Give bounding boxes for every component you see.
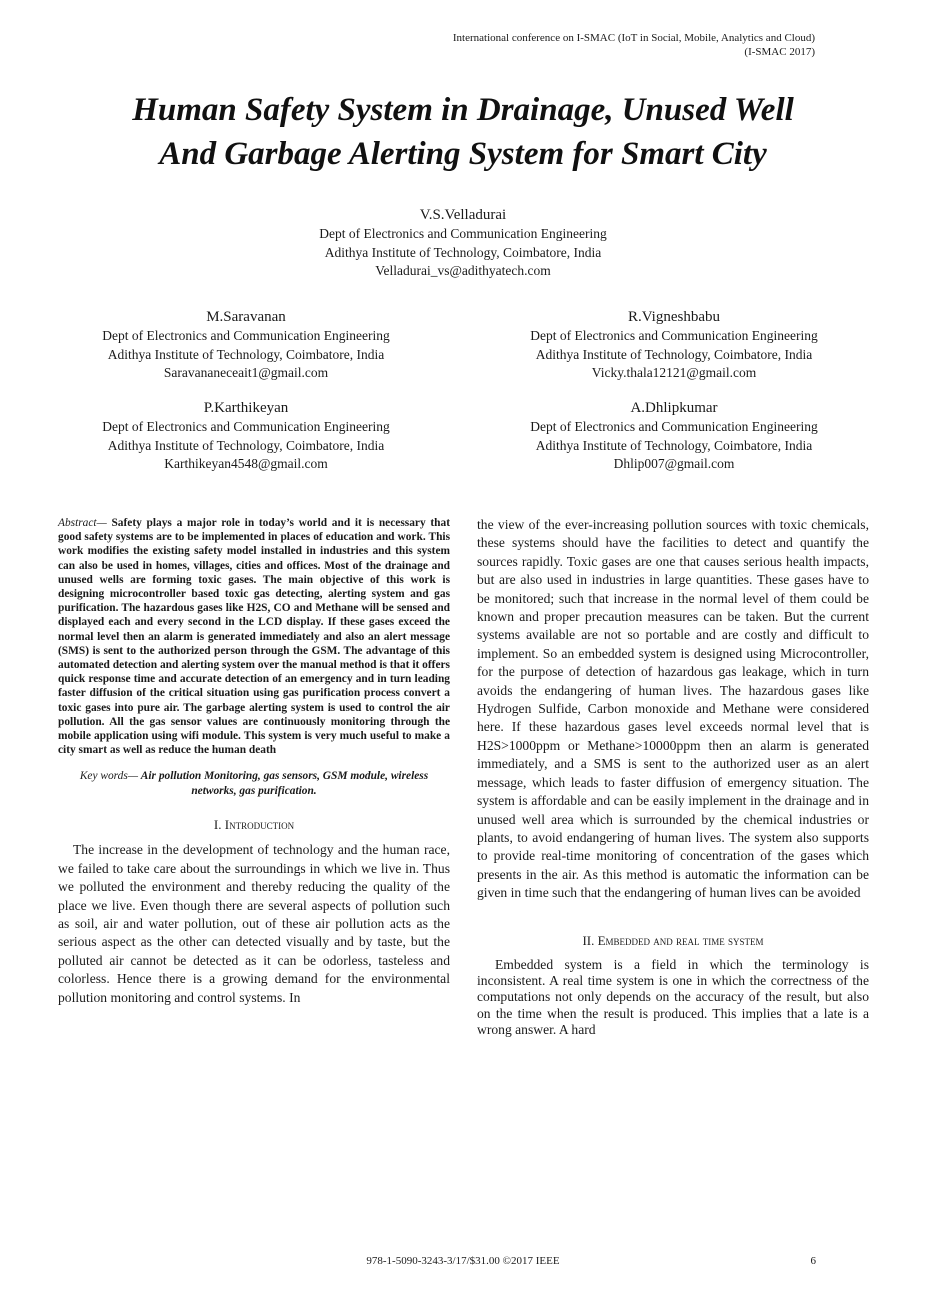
author-institution: Adithya Institute of Technology, Coimbatore, India bbox=[107, 346, 385, 362]
title-line-1: Human Safety System in Drainage, Unused Well bbox=[132, 92, 794, 128]
author-name: A.Dhlipkumar bbox=[630, 400, 718, 416]
author-email: Velladurai_vs@adithyatech.com bbox=[375, 263, 551, 278]
section-heading-embedded: II. Embedded and real time system bbox=[582, 932, 764, 948]
author-institution: Adithya Institute of Technology, Coimbatore, India bbox=[535, 437, 813, 453]
author-name: P.Karthikeyan bbox=[203, 400, 289, 416]
abstract-text: Safety plays a major role in today’s world and it is necessary that good safety systems are to be implemented in places of education and work. This work modifies the existing safety model installed in industries and this system can also be used in homes, villages, cities and offices. Most of the drainage and unused wells are forming toxic gases. The main objective of this work is designing microcontroller based toxic gas detecting, alerting system and gas purification. The hazardous gases like H2S, CO and Methane will be sensed and displayed each and every second in the LCD display. If these gases exceed the normal level then an alarm is generated immediately and also an alert message (SMS) is sent to the authorized person through the GSM. The advantage of this automated detection and alerting system over the manual method is that it offers quick response time and accurate detection of an emergency and in turn leading faster diffusion of the critical situation using gas purification process convert a toxic gases into pure air. The garbage alerting system is used to control the air pollution. All the gas sensor values are continuously monitoring through the mobile application using wifi module. This system is very much useful to make a city smart as well as reduce the human death bbox=[58, 517, 450, 757]
conference-name: International conference on I-SMAC (IoT in Social, Mobile, Analytics and Cloud) bbox=[452, 32, 815, 44]
author-name: R.Vigneshbabu bbox=[627, 309, 720, 325]
abstract bbox=[58, 516, 450, 757]
author-dept: Dept of Electronics and Communication Engineering bbox=[319, 226, 607, 241]
author-email: Karthikeyan4548@gmail.com bbox=[164, 456, 328, 471]
paper-title bbox=[40, 88, 886, 176]
section-heading-introduction: I. Introduction bbox=[213, 817, 295, 833]
conference-header bbox=[295, 31, 815, 59]
right-column bbox=[477, 516, 869, 1039]
copyright-line: 978-1-5090-3243-3/17/$31.00 ©2017 IEEE bbox=[366, 1255, 560, 1267]
author-block bbox=[213, 205, 713, 281]
abstract-dash: — bbox=[96, 517, 112, 529]
left-column bbox=[58, 516, 450, 1007]
keywords bbox=[58, 769, 450, 799]
author-block bbox=[470, 307, 878, 383]
author-dept: Dept of Electronics and Communication Engineering bbox=[530, 419, 818, 434]
author-institution: Adithya Institute of Technology, Coimbatore, India bbox=[535, 346, 813, 362]
author-institution: Adithya Institute of Technology, Coimbatore, India bbox=[324, 244, 602, 260]
embedded-paragraph: Embedded system is a field in which the terminology is inconsistent. A real time system is one in which the correctness of the computations not only depends on the accuracy of the result, but also on the time when the result is produced. This implies that a late is a wrong answer. A hard bbox=[477, 956, 869, 1038]
author-block bbox=[470, 398, 878, 474]
author-dept: Dept of Electronics and Communication Engineering bbox=[102, 328, 390, 343]
conference-abbrev: (I-SMAC 2017) bbox=[744, 46, 815, 58]
author-block bbox=[40, 307, 452, 383]
author-name: M.Saravanan bbox=[206, 309, 286, 325]
title-line-2: And Garbage Alerting System for Smart City bbox=[159, 136, 767, 172]
keywords-label: Key words— bbox=[79, 770, 141, 783]
introduction-paragraph: The increase in the development of technology and the human race, we failed to take care about the surroundings in which we live in. Thus we polluted the environment and thereby reducing the quality of the place we live. Even though there are several aspects of pollution such as soil, air and water pollution, out of these air pollution acts as the serious aspect as the other can detected visually and by taste, but the polluted air cannot be detected as it can be odorless, tasteless and colorless. Hence there is a growing demand for the environmental pollution monitoring and control systems. In bbox=[58, 842, 450, 1005]
author-email: Saravananeceait1@gmail.com bbox=[163, 365, 329, 380]
abstract-label: Abstract bbox=[58, 517, 97, 529]
page-number: 6 bbox=[810, 1255, 816, 1267]
author-email: Vicky.thala12121@gmail.com bbox=[591, 365, 757, 380]
author-dept: Dept of Electronics and Communication Engineering bbox=[102, 419, 390, 434]
author-email: Dhlip007@gmail.com bbox=[613, 456, 735, 471]
author-name: V.S.Velladurai bbox=[419, 207, 507, 223]
introduction-continuation: the view of the ever-increasing pollution sources with toxic chemicals, these systems should have the facilities to detect and quantify the sources rapidly. Toxic gases are one that causes serious health impacts, but are also used in industries in large quantities. These gases have to be monitored; such that increase in the normal level of them could be known and proper precaution measures can be taken. But the current systems available are not so portable and are costly and difficult to implement. So an embedded system is designed using Microcontroller, for the purpose of detection of hazardous gas leakage, which in turn avoids the endangering of human lives. The hazardous gases like Hydrogen Sulfide, Carbon monoxide and Methane were considered here. If these hazardous gases level exceeds normal level that is H2S>1000ppm or Methane>10000ppm then an alarm is generated immediately, and a SMS is sent to the authorized user as an alert message, which leads to faster diffusion of emergency situation. The system is affordable and can be easily implement in the drainage and in unused well area which is surrounded by the chemical industries or plants, to avoid endangering of human lives. The system also supports to provide real-time monitoring of concentration of the gases which presents in the air. As this method is automatic the information can be given in time such that the endangering of human lives can be avoided bbox=[477, 517, 869, 901]
author-dept: Dept of Electronics and Communication Engineering bbox=[530, 328, 818, 343]
author-institution: Adithya Institute of Technology, Coimbatore, India bbox=[107, 437, 385, 453]
author-block bbox=[40, 398, 452, 474]
keywords-text: Air pollution Monitoring, gas sensors, GSM module, wireless networks, gas purification. bbox=[140, 770, 429, 798]
